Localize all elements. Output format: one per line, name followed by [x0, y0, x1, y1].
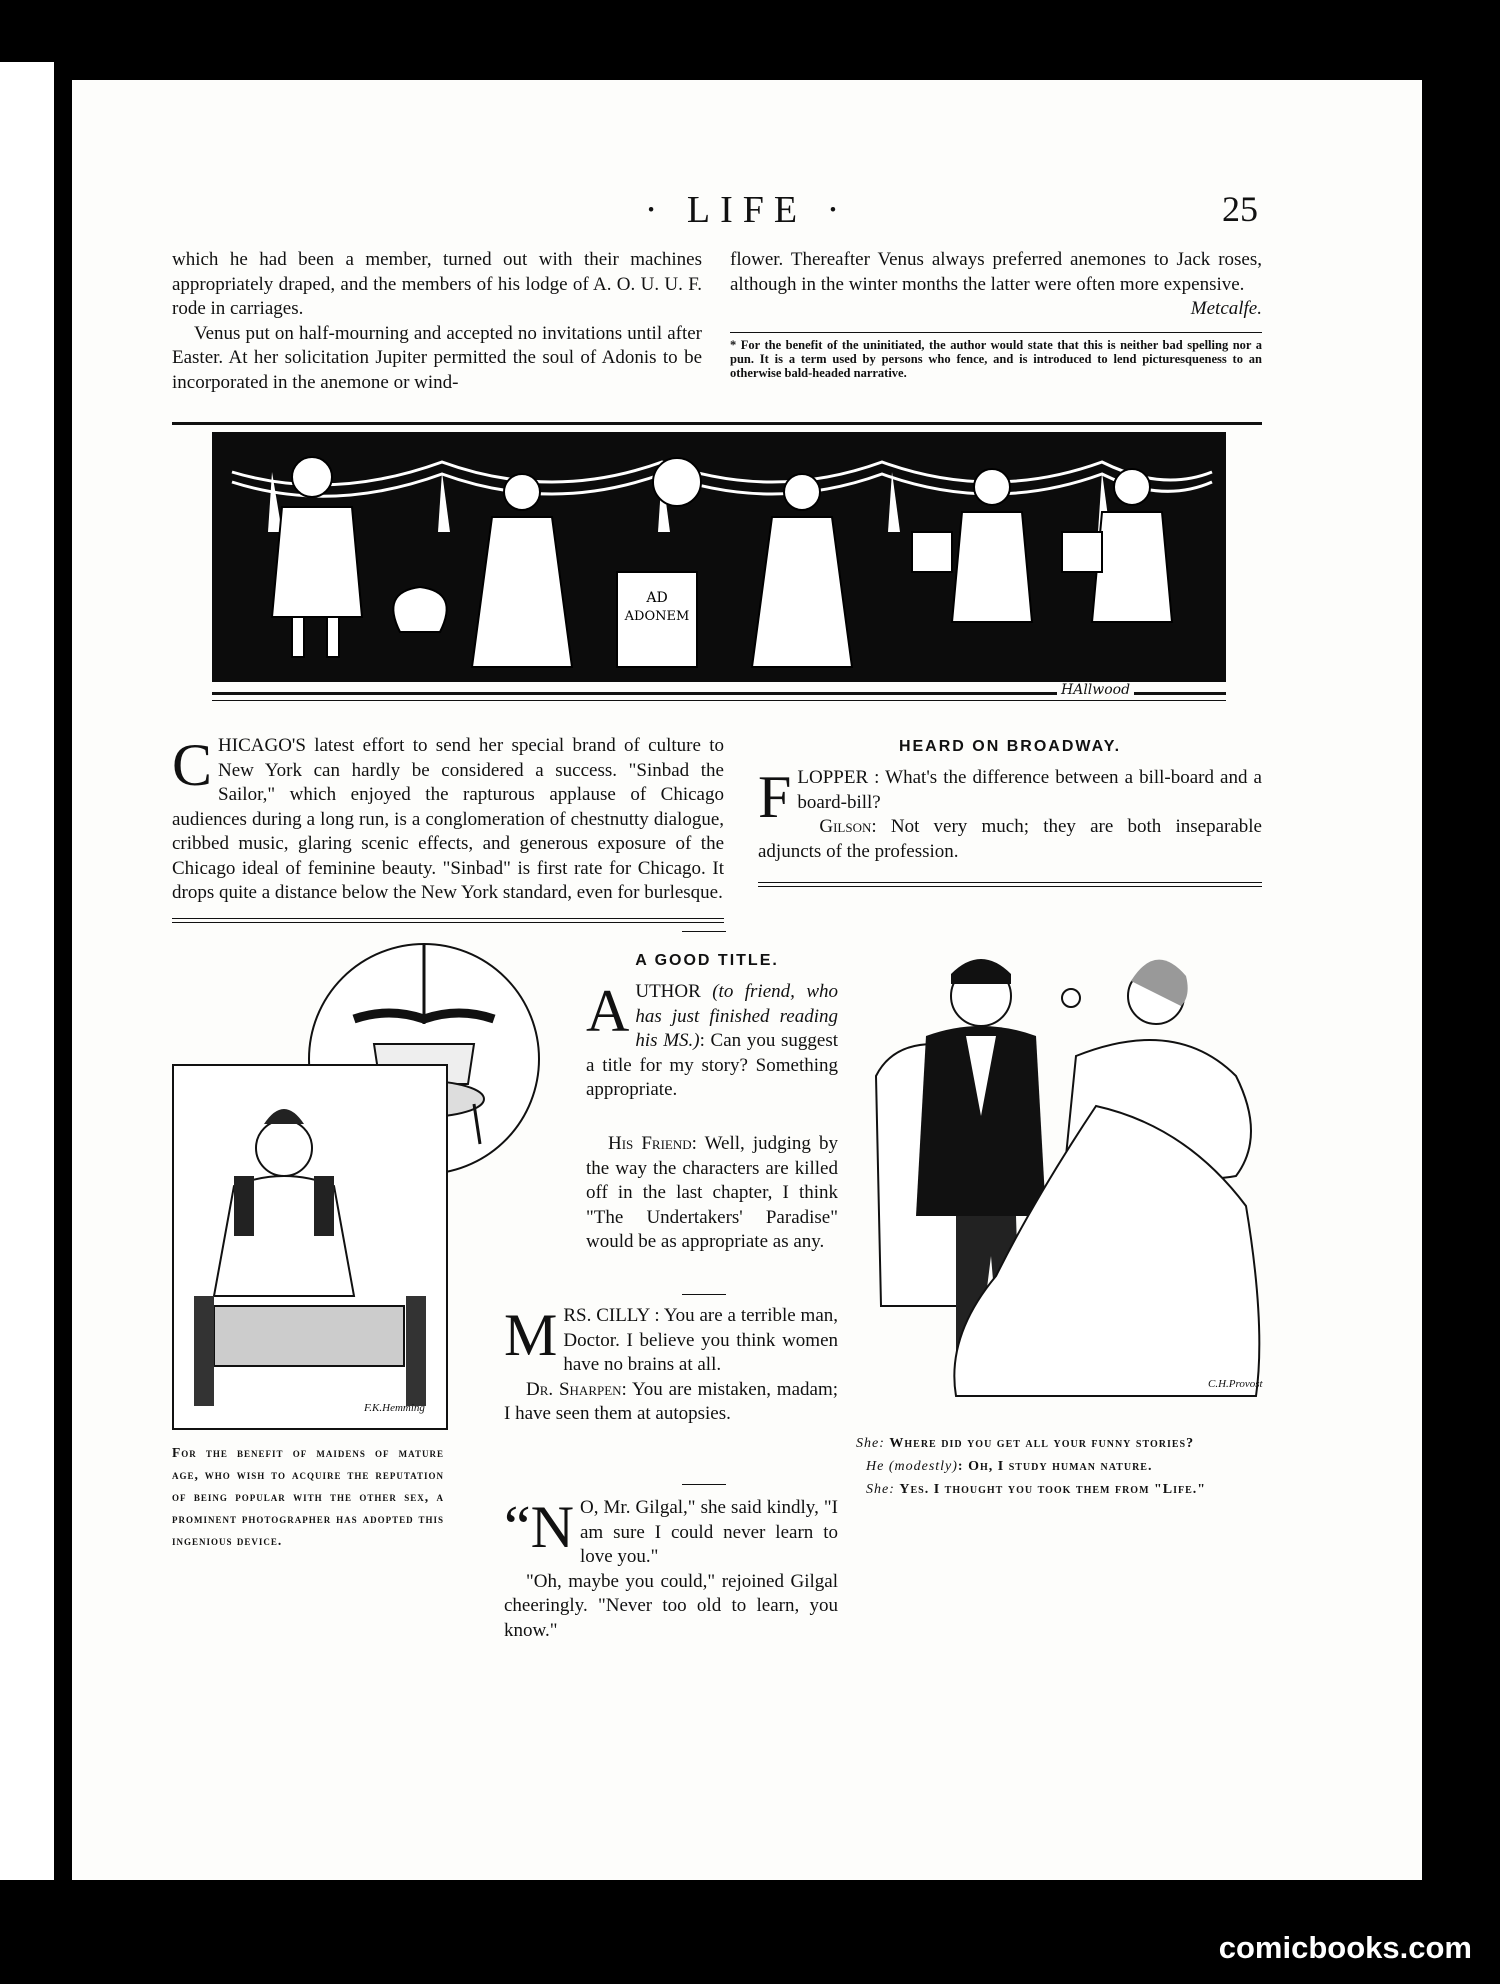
- top-left-paragraph-1: which he had been a member, turned out with their machines appropriately draped, and the members of his lodge of A. O. U. U. F. rode in carriages.: [172, 249, 702, 319]
- left-caption: For the benefit of maidens of mature age, who wish to acquire the reputation of being popular with the other sex, a prominent photographer has adopted this ingenious device.: [172, 1445, 444, 1548]
- broadway-dialogue: FLOPPER : What's the difference between a bill-board and a board-bill? Gilson: Not very much; they are both inseparable adjuncts of the profession.: [758, 764, 1262, 862]
- watermark: comicbooks.com: [1218, 1930, 1472, 1965]
- frieze-artist-signature: HAllwood: [1057, 682, 1134, 698]
- right-caption: She: Where did you get all your funny stories? He (modestly): Oh, I study human nature. She: Yes. I thought you took them from "Life.": [856, 1436, 1207, 1497]
- masthead: · LIFE ·: [644, 189, 850, 231]
- good-title-reply: His Friend: Well, judging by the way the characters are killed off in the last chapter, I think "The Undertakers' Paradise" would be as appropriate as any.: [586, 1133, 838, 1252]
- cilly-dialogue: MRS. CILLY : You are a terrible man, Doctor. I believe you think women have no brains at all. Dr. Sharpen: You are mistaken, madam; I have seen them at autopsies.: [504, 1302, 838, 1424]
- footnote: * For the benefit of the uninitiated, the author would state that this is neither bad spelling nor a pun. It is a term used by persons who fence, and is introduced to lend picturesqueness to an otherwise bald-headed narrative.: [730, 338, 1262, 380]
- dropcap-n: “N: [504, 1494, 574, 1560]
- top-left-paragraph-2: Venus put on half-mourning and accepted no invitations until after Easter. At her solicitation Jupiter permitted the soul of Adonis to be incorporated in the anemone or wind-: [172, 322, 702, 393]
- previous-page-edge: [0, 62, 62, 1880]
- altar-inscription-1: AD: [646, 590, 668, 606]
- dropcap-a: A: [586, 978, 630, 1044]
- page-number: 25: [1222, 189, 1258, 229]
- chicago-paragraph: CHICAGO'S latest effort to send her special brand of culture to New York can hardly be considered a success. "Sinbad the Sailor," which enjoyed the rapturous applause of Chicago audiences during a long run, is a conglomeration of chestnutty dialogue, cribbed music, glaring scenic effects, and generous exposure of the Chicago ideal of feminine beauty. "Sinbad" is first rate for Chicago. It drops quite a distance below the New York standard, even for burlesque.: [172, 732, 724, 903]
- dropcap-m: M: [504, 1302, 558, 1368]
- top-left-column: [172, 248, 702, 395]
- gilgal-dialogue: “N O, Mr. Gilgal," she said kindly, "I am sure I could never learn to love you." "Oh, maybe you could," rejoined Gilgal cheeringly. "Never too old to learn, you know.": [504, 1494, 838, 1641]
- top-right-column: [730, 248, 1262, 322]
- dropcap-c: C: [172, 732, 213, 798]
- good-title-heading: A GOOD TITLE.: [635, 952, 779, 969]
- couple-illustration: [856, 926, 1270, 1404]
- top-right-paragraph: flower. Thereafter Venus always preferred anemones to Jack roses, although in the winter months the latter were often more expensive. Metcalfe.: [730, 248, 1262, 297]
- good-title-dialogue: AUTHOR (to friend, who has just finished reading his MS.): Can you suggest a title for my story? Something appropriate.: [586, 978, 838, 1100]
- magazine-page: [72, 80, 1422, 1880]
- signature: Metcalfe.: [1190, 298, 1262, 319]
- frieze-illustration: [212, 432, 1226, 682]
- right-artist-signature: C.H.Provost: [1208, 1378, 1263, 1390]
- broadway-heading: HEARD ON BROADWAY.: [898, 738, 1122, 755]
- altar-inscription-2: ADONEM: [624, 609, 690, 624]
- maiden-cartoon: [172, 1064, 448, 1430]
- left-artist-signature: F.K.Hemming: [364, 1402, 425, 1414]
- dropcap-f: F: [758, 764, 792, 830]
